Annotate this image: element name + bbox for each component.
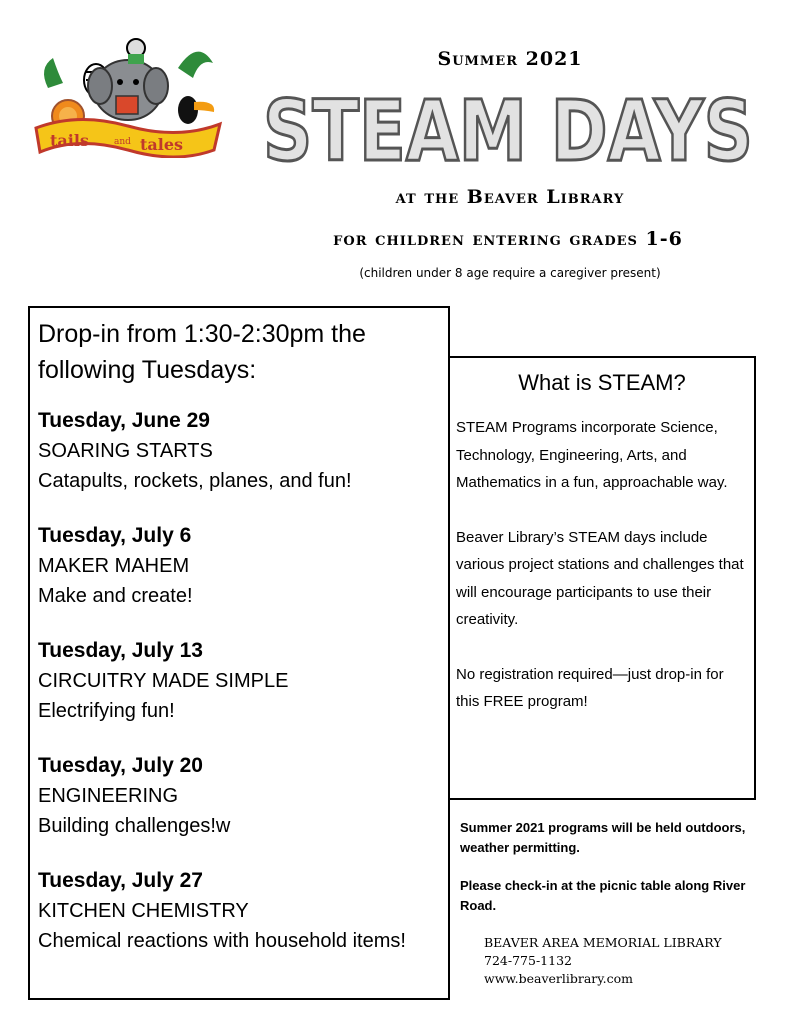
- session-list: [38, 406, 440, 956]
- session-name: SOARING STARTS: [38, 440, 213, 462]
- what-is-steam-box: [448, 356, 756, 800]
- info-paragraph: STEAM Programs incorporate Science, Technology, Engineering, Arts, and Mathematics in a fun, approachable way.: [456, 419, 728, 491]
- audience-heading: for children entering grades 1-6: [333, 228, 683, 250]
- schedule-box: [28, 306, 450, 1000]
- checkin-note: Please check-in at the picnic table along River Road.: [460, 878, 746, 913]
- session-item: [38, 521, 440, 611]
- library-phone: 724-775-1132: [484, 953, 572, 968]
- library-website: www.beaverlibrary.com: [484, 971, 634, 986]
- logo-text-tails: tails: [50, 131, 89, 150]
- season-heading: Summer 2021: [437, 48, 583, 70]
- location-heading: at the Beaver Library: [395, 186, 625, 208]
- library-contact: [484, 934, 760, 988]
- session-name: CIRCUITRY MADE SIMPLE: [38, 670, 289, 692]
- schedule-heading: Drop-in from 1:30-2:30pm the following Tuesdays:: [38, 320, 366, 384]
- session-date: Tuesday, July 20: [38, 754, 203, 777]
- session-date: Tuesday, July 13: [38, 639, 203, 662]
- footer-notes: [460, 818, 760, 988]
- session-name: ENGINEERING: [38, 785, 179, 807]
- session-date: Tuesday, July 27: [38, 869, 203, 892]
- session-name: MAKER MAHEM: [38, 555, 190, 577]
- session-description: Make and create!: [38, 585, 193, 607]
- library-name: BEAVER AREA MEMORIAL LIBRARY: [484, 935, 722, 950]
- info-heading: What is STEAM?: [518, 370, 686, 395]
- title-text: STEAM DAYS: [263, 82, 753, 174]
- caregiver-note: (children under 8 age require a caregiver present): [359, 266, 661, 280]
- session-description: Electrifying fun!: [38, 700, 175, 722]
- logo-text-and: and: [114, 137, 131, 147]
- session-description: Chemical reactions with household items!: [38, 930, 406, 952]
- outdoors-note: Summer 2021 programs will be held outdoors, weather permitting.: [460, 820, 746, 855]
- session-description: Catapults, rockets, planes, and fun!: [38, 470, 352, 492]
- session-item: [38, 406, 440, 496]
- session-date: Tuesday, July 6: [38, 524, 192, 547]
- session-item: [38, 866, 440, 956]
- tails-and-tales-logo: [28, 28, 228, 158]
- info-paragraph: Beaver Library’s STEAM days include various project stations and challenges that will encourage participants to use their creativity.: [456, 528, 744, 628]
- session-description: Building challenges!w: [38, 815, 231, 837]
- session-item: [38, 751, 440, 841]
- session-date: Tuesday, June 29: [38, 409, 210, 432]
- logo-text-tales: tales: [140, 135, 184, 154]
- info-paragraph: No registration required—just drop-in for this FREE program!: [456, 665, 724, 710]
- session-item: [38, 636, 440, 726]
- session-name: KITCHEN CHEMISTRY: [38, 900, 249, 922]
- steam-days-title: [258, 82, 758, 174]
